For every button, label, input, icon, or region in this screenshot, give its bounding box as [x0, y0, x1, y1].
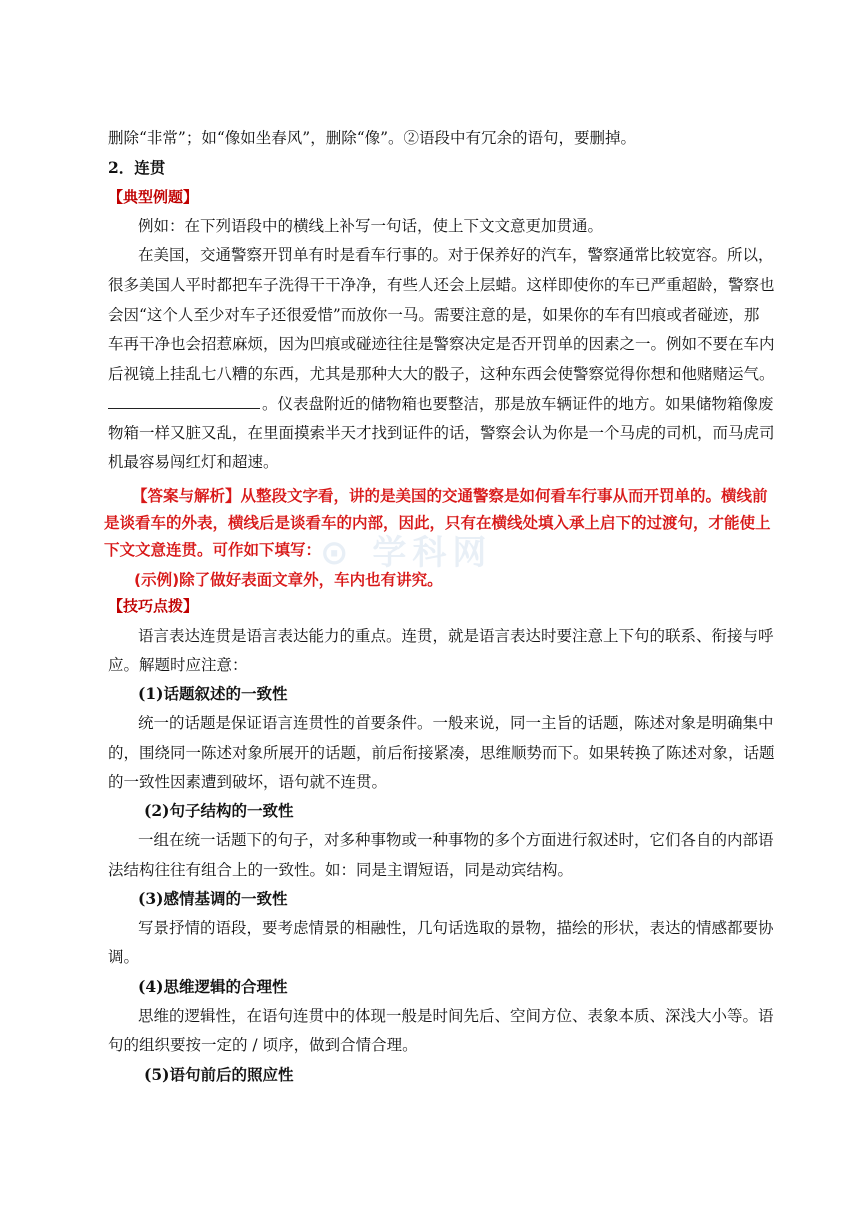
answer-analysis-line: 是谈看车的外表，横线后是谈看车的内部，因此，只有在横线处填入承上启下的过渡句，才能使上 [104, 514, 771, 532]
subheading-4: (4)思维逻辑的合理性 [138, 977, 288, 996]
typical-example-heading: 【典型例题】 [108, 188, 199, 206]
text-line: 思维的逻辑性，在语句连贯中的体现一般是时间先后、空间方位、表象本质、深浅大小等。语 [138, 1007, 774, 1025]
example-prompt: 例如：在下列语段中的横线上补写一句话，使上下文文意更加贯通。 [138, 217, 604, 235]
text-line: 应。解题时应注意： [108, 656, 248, 674]
passage-line: 机最容易闯红灯和超速。 [108, 453, 279, 471]
text-line: 删除“非常”；如“像如坐春风”，删除“像”。②语段中有冗余的语句，要删掉。 [108, 129, 637, 147]
text-line: 一组在统一话题下的句子，对多种事物或一种事物的多个方面进行叙述时，它们各自的内部语 [138, 831, 774, 849]
subheading-5: (5)语句前后的照应性 [144, 1065, 294, 1084]
subheading-3: (3)感情基调的一致性 [138, 889, 288, 908]
passage-line-text: 。仪表盘附近的储物箱也要整洁，那是放车辆证件的地方。如果储物箱像废 [262, 395, 774, 413]
watermark-logo: ⊙ 学科网 [320, 533, 493, 573]
answer-example-line: (示例)除了做好表面文章外，车内也有讲究。 [134, 571, 443, 589]
answer-analysis-line: 下文文意连贯。可作如下填写： [104, 541, 322, 559]
passage-line: 在美国，交通警察开罚单有时是看车行事的。对于保养好的汽车，警察通常比较宽容。所以， [138, 246, 774, 264]
text-line: 法结构往往有组合上的一致性。如：同是主谓短语，同是动宾结构。 [108, 861, 574, 879]
passage-line: 车再干净也会招惹麻烦，因为凹痕或碰迹往往是警察决定是否开罚单的因素之一。例如不要在车内 [108, 335, 775, 353]
passage-line: 很多美国人平时都把车子洗得干干净净，有些人还会上层蜡。这样即使你的车已严重超龄，警察也 [108, 276, 775, 294]
passage-line: 后视镜上挂乱七八糟的东西，尤其是那种大大的骰子，这种东西会使警察觉得你想和他赌赌运气。 [108, 365, 775, 383]
text-line: 写景抒情的语段，要考虑情景的相融性，几句话选取的景物，描绘的形状，表达的情感都要协 [138, 919, 774, 937]
answer-blank [108, 394, 260, 409]
passage-line-with-blank [108, 394, 774, 414]
text-line: 语言表达连贯是语言表达能力的重点。连贯，就是语言表达时要注意上下句的联系、衔接与呼 [138, 627, 774, 645]
text-line: 统一的话题是保证语言连贯性的首要条件。一般来说，同一主旨的话题，陈述对象是明确集中 [138, 714, 774, 732]
passage-line: 物箱一样又脏又乱，在里面摸索半天才找到证件的话，警察会认为你是一个马虎的司机，而马虎司 [108, 424, 775, 442]
text-line: 句的组织要按一定的 / 顷序，做到合情合理。 [108, 1036, 418, 1054]
skill-tips-heading: 【技巧点拨】 [108, 597, 199, 615]
text-line: 的，围绕同一陈述对象所展开的话题，前后衔接紧凑，思维顺势而下。如果转换了陈述对象，话题 [108, 744, 775, 762]
text-line: 调。 [108, 948, 140, 966]
text-line: 的一致性因素遭到破坏，语句就不连贯。 [108, 773, 388, 791]
answer-analysis-line: 【答案与解析】从整段文字看，讲的是美国的交通警察是如何看车行事从而开罚单的。横线前 [132, 487, 768, 505]
section-heading-coherence: 2．连贯 [108, 158, 166, 177]
subheading-2: (2)句子结构的一致性 [144, 801, 294, 820]
subheading-1: (1)话题叙述的一致性 [138, 684, 288, 703]
passage-line: 会因“这个人至少对车子还很爱惜”而放你一马。需要注意的是，如果你的车有凹痕或者碰迹，那 [108, 306, 760, 324]
